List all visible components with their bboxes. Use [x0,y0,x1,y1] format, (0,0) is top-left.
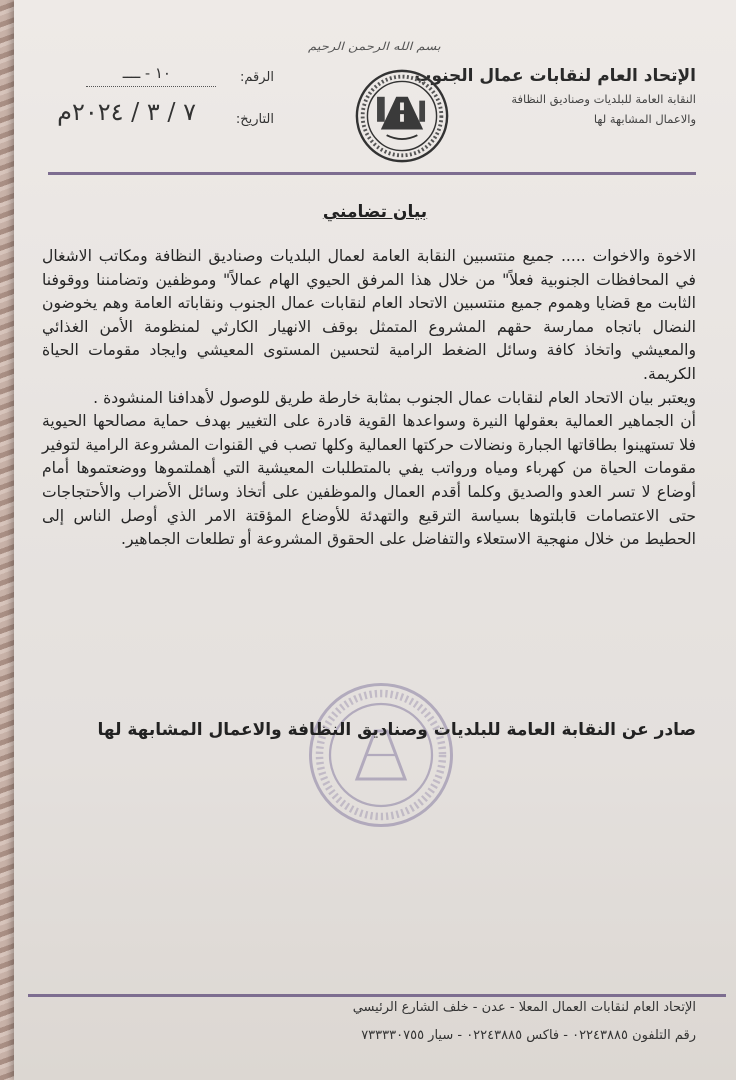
paragraph: ويعتبر بيان الاتحاد العام لنقابات عمال الجنوب بمثابة خارطة طريق للوصول لأهدافنا المنشودة . [93,388,696,407]
paragraph: الاخوة والاخوات ..... جميع منتسبين النقابة العامة لعمال البلديات وصناديق النظافة ومكاتب الاشغال في المحافظات الجنوبية فعلاً" من خلال هذا المرفق الحيوي الهام عمالاً" وموظفين وتضامننا ووقوفنا الثابت مع قضايا وهموم جميع منتسبين الاتحاد العام لنقابات عمال الجنوب ونقاباته العامة وهم يخوضون النضال باتجاه ممارسة حقهم المشروع المتمثل بوقف الانهيار الكارثي لمنظومة الأمن الغذائي والمعيشي واتخاذ كافة وسائل الضغط الرامية لتحسين المستوى المعيشي وايجاد مقومات الحياة الكريمة. [42,247,696,383]
org-subtitle-2: والاعمال المشابهة لها [593,112,696,126]
issuer-line: صادر عن النقابة العامة للبلديات وصناديق النظافة والاعمال المشابهة لها [97,720,696,740]
statement-title: بيان تضامني [322,202,428,222]
date-value: ٧ / ٣ / ٢٠٢٤م [57,98,196,126]
footer-address: الإتحاد العام لنقابات العمال المعلا - عدن - خلف الشارع الرئيسي [352,1000,696,1015]
basmala: بسم الله الرحمن الرحيم [307,40,441,53]
union-logo [354,68,450,164]
statement-body [42,245,696,552]
ref-number-label: الرقم: [240,70,274,85]
ref-number-underline [86,86,216,87]
footer-phones: رقم التلفون ٠٢٢٤٣٨٨٥ - فاكس ٠٢٢٤٣٨٨٥ - سيار ٧٣٣٣٣٠٧٥٥ [361,1028,696,1043]
header-divider [48,172,696,175]
official-stamp [306,680,456,830]
org-name: الإتحاد العام لنقابات عمال الجنوب [414,66,696,86]
document-page [14,0,736,1080]
paragraph: أن الجماهير العمالية بعقولها النيرة وسواعدها القوية قادرة على التغيير بهدف حماية مصالحها الحيوية فلا تستهينوا بطاقاتها الجبارة ونضالات حركتها العمالية وكلها تصب في القنوات المشروعة الرامية لتوفير مقومات الحياة من كهرباء ومياه ورواتب يفي بالمتطلبات المعيشية التي أهملتموها ووضعتموها أمام أوضاع لا تسر العدو والصديق وكلما أقدم العمال والموظفين على أتخاذ وسائل الأضراب والأحتجاجات حتى الاعتصامات قابلتوها بسياسة الترقيع والتهدئة للأوضاع المؤقتة الامر الذي أوصل الناس إلى الحطيط من خلال منهجية الاستعلاء والتفاضل على الحقوق المشروعة أو تطلعات الجماهير. [42,412,696,549]
footer-divider [28,994,726,997]
org-subtitle-1: النقابة العامة للبلديات وصناديق النظافة [511,92,696,106]
ref-number-value: ١٠ - ــــ [122,64,171,82]
date-label: التاريخ: [235,112,274,127]
